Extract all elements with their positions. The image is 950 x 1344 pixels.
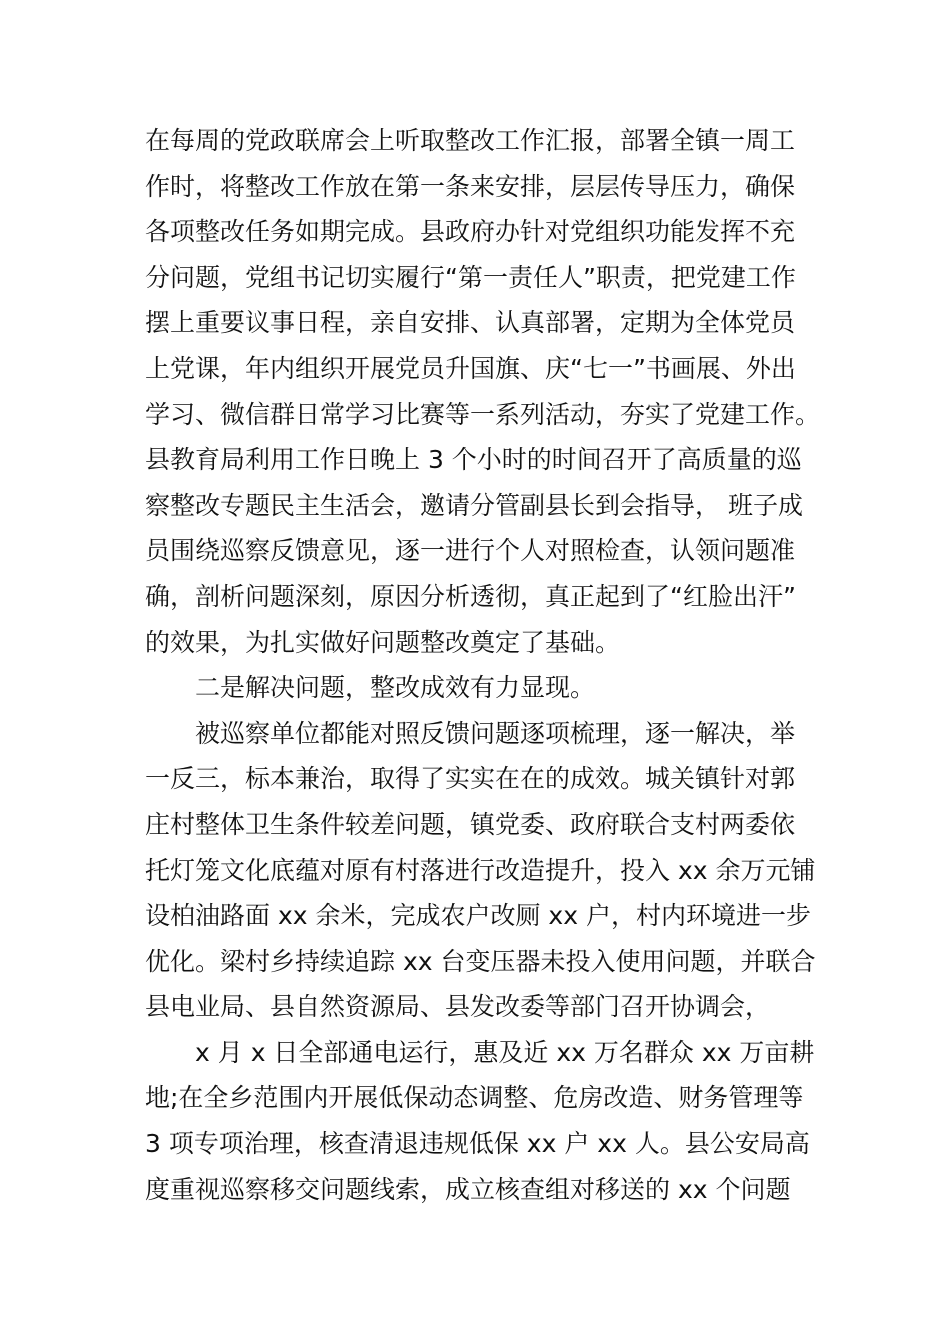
text-line-15: 一反三，标本兼治，取得了实实在在的成效。城关镇针对郭 (145, 764, 796, 794)
section-heading: 二是解决问题，整改成效有力显现。 (195, 673, 596, 703)
body-text (145, 118, 825, 1212)
text-line-20: 县电业局、县自然资源局、县发改委等部门召开协调会， (145, 992, 771, 1022)
text-line-5: 摆上重要议事日程，亲自安排、认真部署，定期为全体党员 (145, 308, 796, 338)
text-line-6: 上党课，年内组织开展党员升国旗、庆“七一”书画展、外出 (145, 353, 796, 383)
text-line-3: 各项整改任务如期完成。县政府办针对党组织功能发挥不充 (145, 217, 796, 247)
text-line-16: 庄村整体卫生条件较差问题，镇党委、政府联合支村两委依 (145, 809, 796, 839)
text-line-4: 分问题，党组书记切实履行“第一责任人”职责，把党建工作 (145, 262, 796, 292)
text-line-18: 设柏油路面 xx 余米，完成农户改厕 xx 户，村内环境进一步 (145, 901, 811, 931)
text-line-17: 托灯笼文化底蕴对原有村落进行改造提升，投入 xx 余万元铺 (145, 855, 816, 885)
text-line-9: 察整改专题民主生活会，邀请分管副县长到会指导， 班子成 (145, 490, 803, 520)
text-line-21: x 月 x 日全部通电运行，惠及近 xx 万名群众 xx 万亩耕 (195, 1037, 815, 1067)
text-line-7: 学习、微信群日常学习比赛等一系列活动，夯实了党建工作。 (145, 399, 821, 429)
text-line-23: 3 项专项治理，核查清退违规低保 xx 户 xx 人。县公安局高 (145, 1129, 810, 1159)
text-line-11: 确，剖析问题深刻，原因分析透彻，真正起到了“红脸出汗” (145, 581, 796, 611)
text-line-24: 度重视巡察移交问题线索，成立核查组对移送的 xx 个问题 (145, 1174, 791, 1204)
text-line-12: 的效果，为扎实做好问题整改奠定了基础。 (145, 627, 621, 657)
text-line-1: 在每周的党政联席会上听取整改工作汇报，部署全镇一周工 (145, 126, 796, 155)
text-line-22: 地;在全乡范围内开展低保动态调整、危房改造、财务管理等 (145, 1083, 804, 1113)
text-line-19: 优化。梁村乡持续追踪 xx 台变压器未投入使用问题，并联合 (145, 946, 816, 976)
text-line-14: 被巡察单位都能对照反馈问题逐项梳理，逐一解决，举 (195, 718, 796, 748)
text-line-10: 员围绕巡察反馈意见，逐一进行个人对照检查，认领问题准 (145, 536, 796, 566)
text-line-2: 作时，将整改工作放在第一条来安排，层层传导压力，确保 (145, 171, 796, 201)
text-line-8: 县教育局利用工作日晚上 3 个小时的时间召开了高质量的巡 (145, 445, 802, 475)
